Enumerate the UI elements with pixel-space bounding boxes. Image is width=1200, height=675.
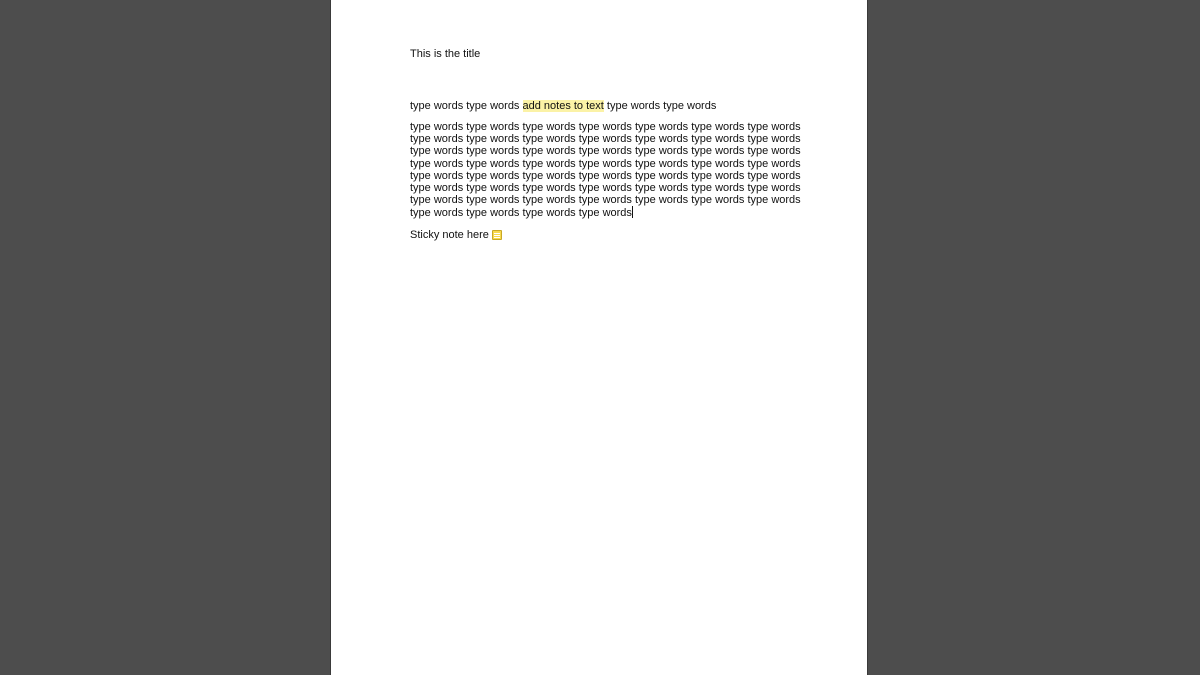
sticky-note-line [410,228,502,242]
paragraph-line: type words type words type words type words type words type words type words [410,182,801,195]
paragraph-line: type words type words type words type words type words type words type words [410,157,801,170]
paragraph-line: type words type words type words type words type words type words type words [410,145,801,158]
document-page[interactable] [330,0,868,675]
line1-before: type words type words [410,100,523,112]
highlight-annotation[interactable]: add notes to text [522,100,604,112]
paragraph-line: type words type words type words type words type words type words type words [410,169,801,182]
body-paragraph [410,121,801,220]
sticky-note-icon[interactable] [492,230,502,240]
paragraph-line: type words type words type words type words [410,207,632,220]
line1-after: type words type words [603,100,717,112]
paragraph-line: type words type words type words type words type words type words type words [410,133,801,146]
paragraph-last-line [410,206,790,219]
text-cursor [632,206,633,218]
paragraph-line: type words type words type words type words type words type words type words [410,194,801,207]
highlighted-line [410,99,716,113]
sticky-note-label: Sticky note here [410,229,489,241]
paragraph-line: type words type words type words type words type words type words type words [410,121,801,133]
document-title: This is the title [410,48,481,60]
